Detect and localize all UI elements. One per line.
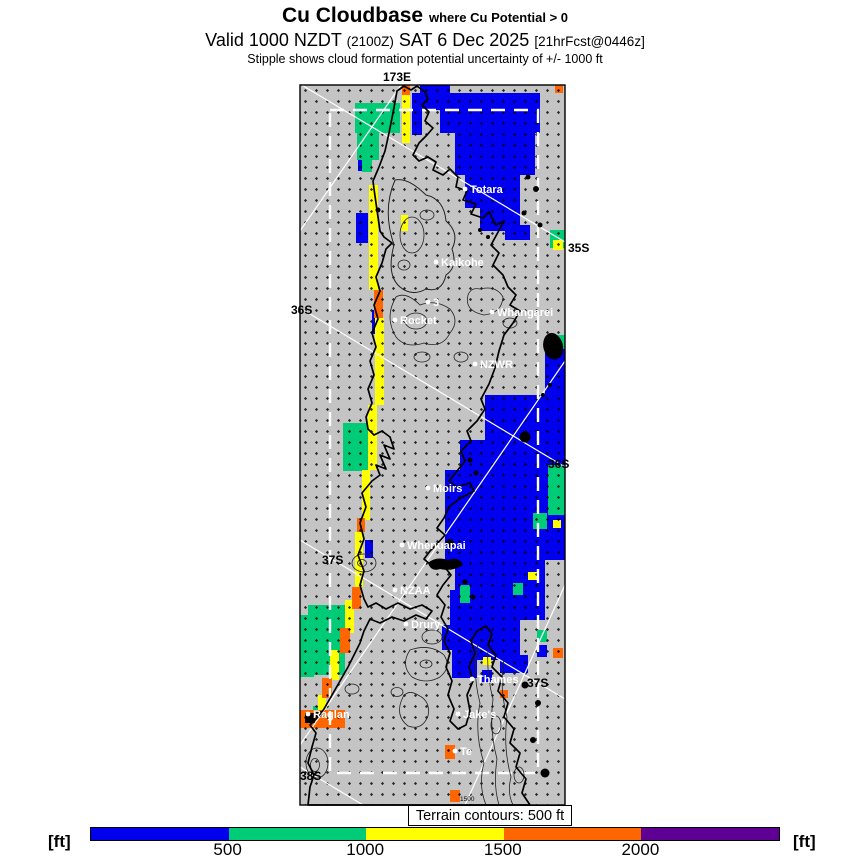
colorbar-unit-left: [ft] — [48, 832, 71, 851]
grid-label-35s: 35S — [568, 241, 590, 255]
place-label-totara: Totara — [470, 184, 503, 196]
place-marker-kaikohe — [434, 260, 439, 265]
grid-label-37s: 37S — [527, 676, 549, 690]
title-qualifier: where Cu Potential > 0 — [428, 10, 569, 25]
colorbar-row — [0, 824, 850, 860]
place-label-whangarei: Whangarei — [497, 307, 554, 319]
colorbar-tick-500: 500 — [213, 840, 242, 859]
place-label-te: Te — [460, 746, 473, 758]
place-label-nzaa: NZAA — [400, 585, 431, 597]
grid-label-173e: 173E — [382, 70, 412, 84]
place-label-moirs: Moirs — [433, 483, 463, 495]
place-label-raglan: Raglan — [313, 709, 350, 721]
cloudbase-colorbar — [90, 827, 780, 841]
place-label-3: 3 — [433, 297, 440, 309]
place-marker-moirs — [426, 486, 431, 491]
place-label-rocket: Rocket — [400, 315, 437, 327]
colorbar-tick-2000: 2000 — [621, 840, 660, 859]
place-marker-totara — [463, 187, 468, 192]
place-marker-jake-s — [456, 712, 461, 717]
colorbar-unit-right: [ft] — [793, 832, 816, 851]
page-title — [0, 4, 850, 28]
terrain-contour-note-text: Terrain contours: 500 ft — [415, 807, 565, 824]
terrain-contour-note — [408, 805, 572, 826]
stipple-note: Stipple shows cloud formation potential uncertainty of +/- 1000 ft — [247, 52, 603, 66]
grid-label-36s: 36S — [291, 303, 313, 317]
colorbar-segment-green — [229, 828, 367, 840]
valid-date: SAT 6 Dec 2025 — [398, 30, 530, 50]
colorbar-tick-1000: 1000 — [346, 840, 385, 859]
stipple-overlay — [300, 85, 565, 805]
valid-time-line — [0, 30, 850, 51]
place-marker-whenuapai — [400, 543, 405, 548]
colorbar-segment-yellow — [366, 828, 504, 840]
contour-inline-label: 1500 — [460, 796, 475, 803]
place-label-kaikohe: Kaikohe — [441, 257, 484, 269]
place-label-drury: Drury — [411, 619, 441, 631]
place-label-jake-s: Jake's — [463, 709, 497, 721]
place-label-nzwr: NZWR — [480, 359, 513, 371]
colorbar-segment-blue — [91, 828, 229, 840]
title-main: Cu Cloudbase — [281, 4, 424, 27]
place-marker-nzaa — [393, 588, 398, 593]
valid-prefix: Valid 1000 NZDT — [205, 30, 342, 50]
grid-label-37s: 37S — [322, 553, 344, 567]
colorbar-segment-purple — [641, 828, 779, 840]
place-marker-drury — [404, 622, 409, 627]
place-marker-te — [453, 749, 458, 754]
colorbar-segment-orange — [504, 828, 642, 840]
grid-label-38s: 38S — [300, 769, 322, 783]
place-marker-3 — [426, 300, 431, 305]
valid-zulu: (2100Z) — [346, 34, 394, 49]
grid-label-36s: 36S — [548, 457, 570, 471]
place-marker-thames — [470, 677, 475, 682]
colorbar-tick-1500: 1500 — [483, 840, 522, 859]
title-block — [0, 4, 850, 66]
place-label-thames: Thames — [477, 674, 519, 686]
place-marker-nzwr — [473, 362, 478, 367]
place-label-whenuapai: Whenuapai — [407, 540, 466, 552]
place-marker-whangarei — [490, 310, 495, 315]
place-marker-raglan — [306, 712, 311, 717]
place-marker-rocket — [393, 318, 398, 323]
fcst-info: [21hrFcst@0446z] — [534, 34, 645, 49]
forecast-map — [280, 65, 600, 840]
